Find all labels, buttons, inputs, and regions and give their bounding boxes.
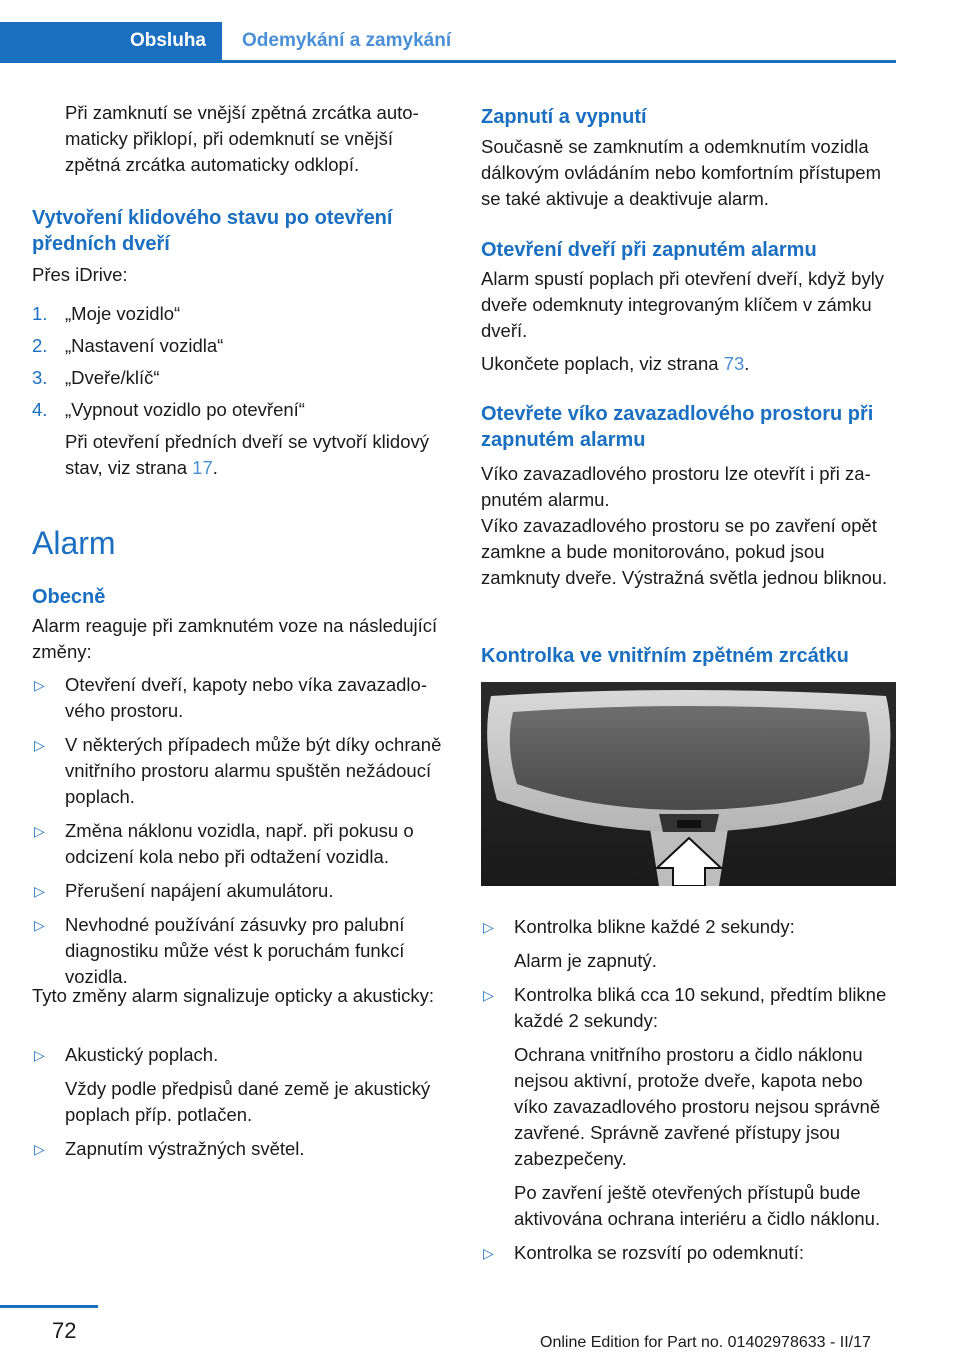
general-text: Alarm reaguje při zamknutém voze na následující změny: [32,615,438,662]
heading-doors-alarm: Otevření dveří při zapnutém alarmu [481,239,817,261]
step-text: „Vypnout vozidlo po otevření“ [65,399,305,420]
signal-list [32,1042,450,1162]
step-number: 3. [32,367,48,388]
trunk-text-2: Víko zavazadlového prostoru se po zavření opět zamkne a bude monitorováno, pokud jsou zamknuty dveře. Výstražná světla jednou bliknou. [481,515,888,588]
step-text: „Dveře/klíč“ [65,367,160,388]
header-rule [0,60,896,63]
list-item-text: V některých případech může být díky ochraně vnitřního prostoru alarmu spuštěn nežádoucí poplach. [65,734,442,807]
via-idrive: Přes iDrive: [32,264,128,285]
list-item-note: Vždy podle předpisů dané země je akustický poplach příp. potlačen. [65,1078,431,1125]
triangle-bullet-icon: ▷ [483,1245,494,1261]
chapter-tab[interactable]: Obsluha [0,22,222,60]
list-item-note: Ochrana vnitřního prostoru a čidlo náklonu nejsou aktivní, protože dveře, kapota nebo víko zavazadlového prostoru nejsou správně zavřené. Správně zavřené přístupy jsou zabezpečeny. [514,1044,881,1169]
list-item-note: Alarm je zapnutý. [514,950,657,971]
step-number: 2. [32,335,48,356]
step-text: „Nastavení vozidla“ [65,335,224,356]
list-item [32,365,450,391]
step4-note-text: Při otevření předních dveří se vytvoří klidový stav, viz strana [65,431,429,478]
step-number: 1. [32,303,48,324]
triangle-bullet-icon: ▷ [34,1141,45,1157]
heading-rest-state: Vytvoření klidového stavu po otevření předních dveří [32,207,393,255]
list-item [32,1042,450,1128]
page-link-73[interactable]: 73 [723,353,745,374]
list-item [481,982,896,1232]
list-item [481,914,896,974]
alarm-title: Alarm [32,525,116,561]
list-item [32,878,450,904]
list-item-text: Kontrolka bliká cca 10 sekund, předtím blikne každé 2 sekundy: [514,984,887,1031]
change-list [32,672,450,990]
edition-note: Online Edition for Part no. 01402978633 - II/17 [540,1334,871,1351]
list-item [32,672,450,724]
list-item-text: Otevření dveří, kapoty nebo víka zavazadlového prostoru. [65,674,427,721]
list-item-text: Přerušení napájení akumulátoru. [65,880,334,901]
triangle-bullet-icon: ▷ [34,677,45,693]
triangle-bullet-icon: ▷ [483,919,494,935]
list-item-text: Zapnutím výstražných světel. [65,1138,305,1159]
list-item-text: Kontrolka se rozsvítí po odemknutí: [514,1242,804,1263]
footer-rule [0,1305,98,1308]
rearview-mirror-illustration [481,682,896,886]
heading-indicator: Kontrolka ve vnitřním zpětném zrcátku [481,645,849,667]
page-number: 72 [52,1318,77,1343]
section-tab[interactable]: Odemykání a zamykání [222,22,896,60]
list-item-text: Nevhodné používání zásuvky pro palubní diagnostiku může vést k poruchám funkcí vozidla. [65,914,405,987]
trunk-text-1: Víko zavazadlového prostoru lze otevřít i při zapnutém alarmu. [481,463,871,510]
list-item-text: Akustický poplach. [65,1044,219,1065]
list-item-note: Po zavření ještě otevřených přístupů bude aktivována ochrana interiéru a čidlo náklonu. [514,1182,881,1229]
mirror-intro: Při zamknutí se vnější zpětná zrcátka automaticky přiklopí, při odemknutí se vnější zpětná zrcátka automaticky odklopí. [65,102,419,175]
list-item [32,912,450,990]
heading-trunk-alarm: Otevřete víko zavazadlového prostoru při zapnutém alarmu [481,403,874,451]
triangle-bullet-icon: ▷ [34,823,45,839]
triangle-bullet-icon: ▷ [483,987,494,1003]
page-link-17[interactable]: 17 [192,457,213,478]
mirror-icon [481,682,896,886]
doors-stop: Ukončete poplach, viz strana 73. [481,353,750,374]
doors-stop-text: Ukončete poplach, viz strana [481,353,719,374]
on-off-text: Současně se zamknutím a odemknutím vozidla dálkovým ovládáním nebo komfortním přístupem se také aktivuje a deaktivuje alarm. [481,136,881,209]
triangle-bullet-icon: ▷ [34,917,45,933]
triangle-bullet-icon: ▷ [34,1047,45,1063]
indicator-list [481,914,896,1266]
step-text: „Moje vozidlo“ [65,303,181,324]
page-header [0,22,896,66]
signal-text: Tyto změny alarm signalizuje opticky a akusticky: [32,985,435,1006]
heading-on-off: Zapnutí a vypnutí [481,106,647,128]
list-item [32,818,450,870]
heading-general: Obecně [32,586,106,608]
list-item [32,397,450,481]
doors-text: Alarm spustí poplach při otevření dveří, když byly dveře odemknuty integrovaným klíčem v zámku dveří. [481,268,885,341]
triangle-bullet-icon: ▷ [34,737,45,753]
list-item [32,732,450,810]
list-item [32,301,450,327]
idrive-steps [32,301,450,481]
list-item-text: Změna náklonu vozidla, např. při pokusu o odcizení kola nebo při odtažení vozidla. [65,820,414,867]
list-item [32,1136,450,1162]
list-item [32,333,450,359]
step-number: 4. [32,399,48,420]
step4-note: Při otevření předních dveří se vytvoří klidový stav, viz strana 17. [65,431,429,478]
list-item-text: Kontrolka blikne každé 2 sekundy: [514,916,795,937]
triangle-bullet-icon: ▷ [34,883,45,899]
list-item [481,1240,896,1266]
